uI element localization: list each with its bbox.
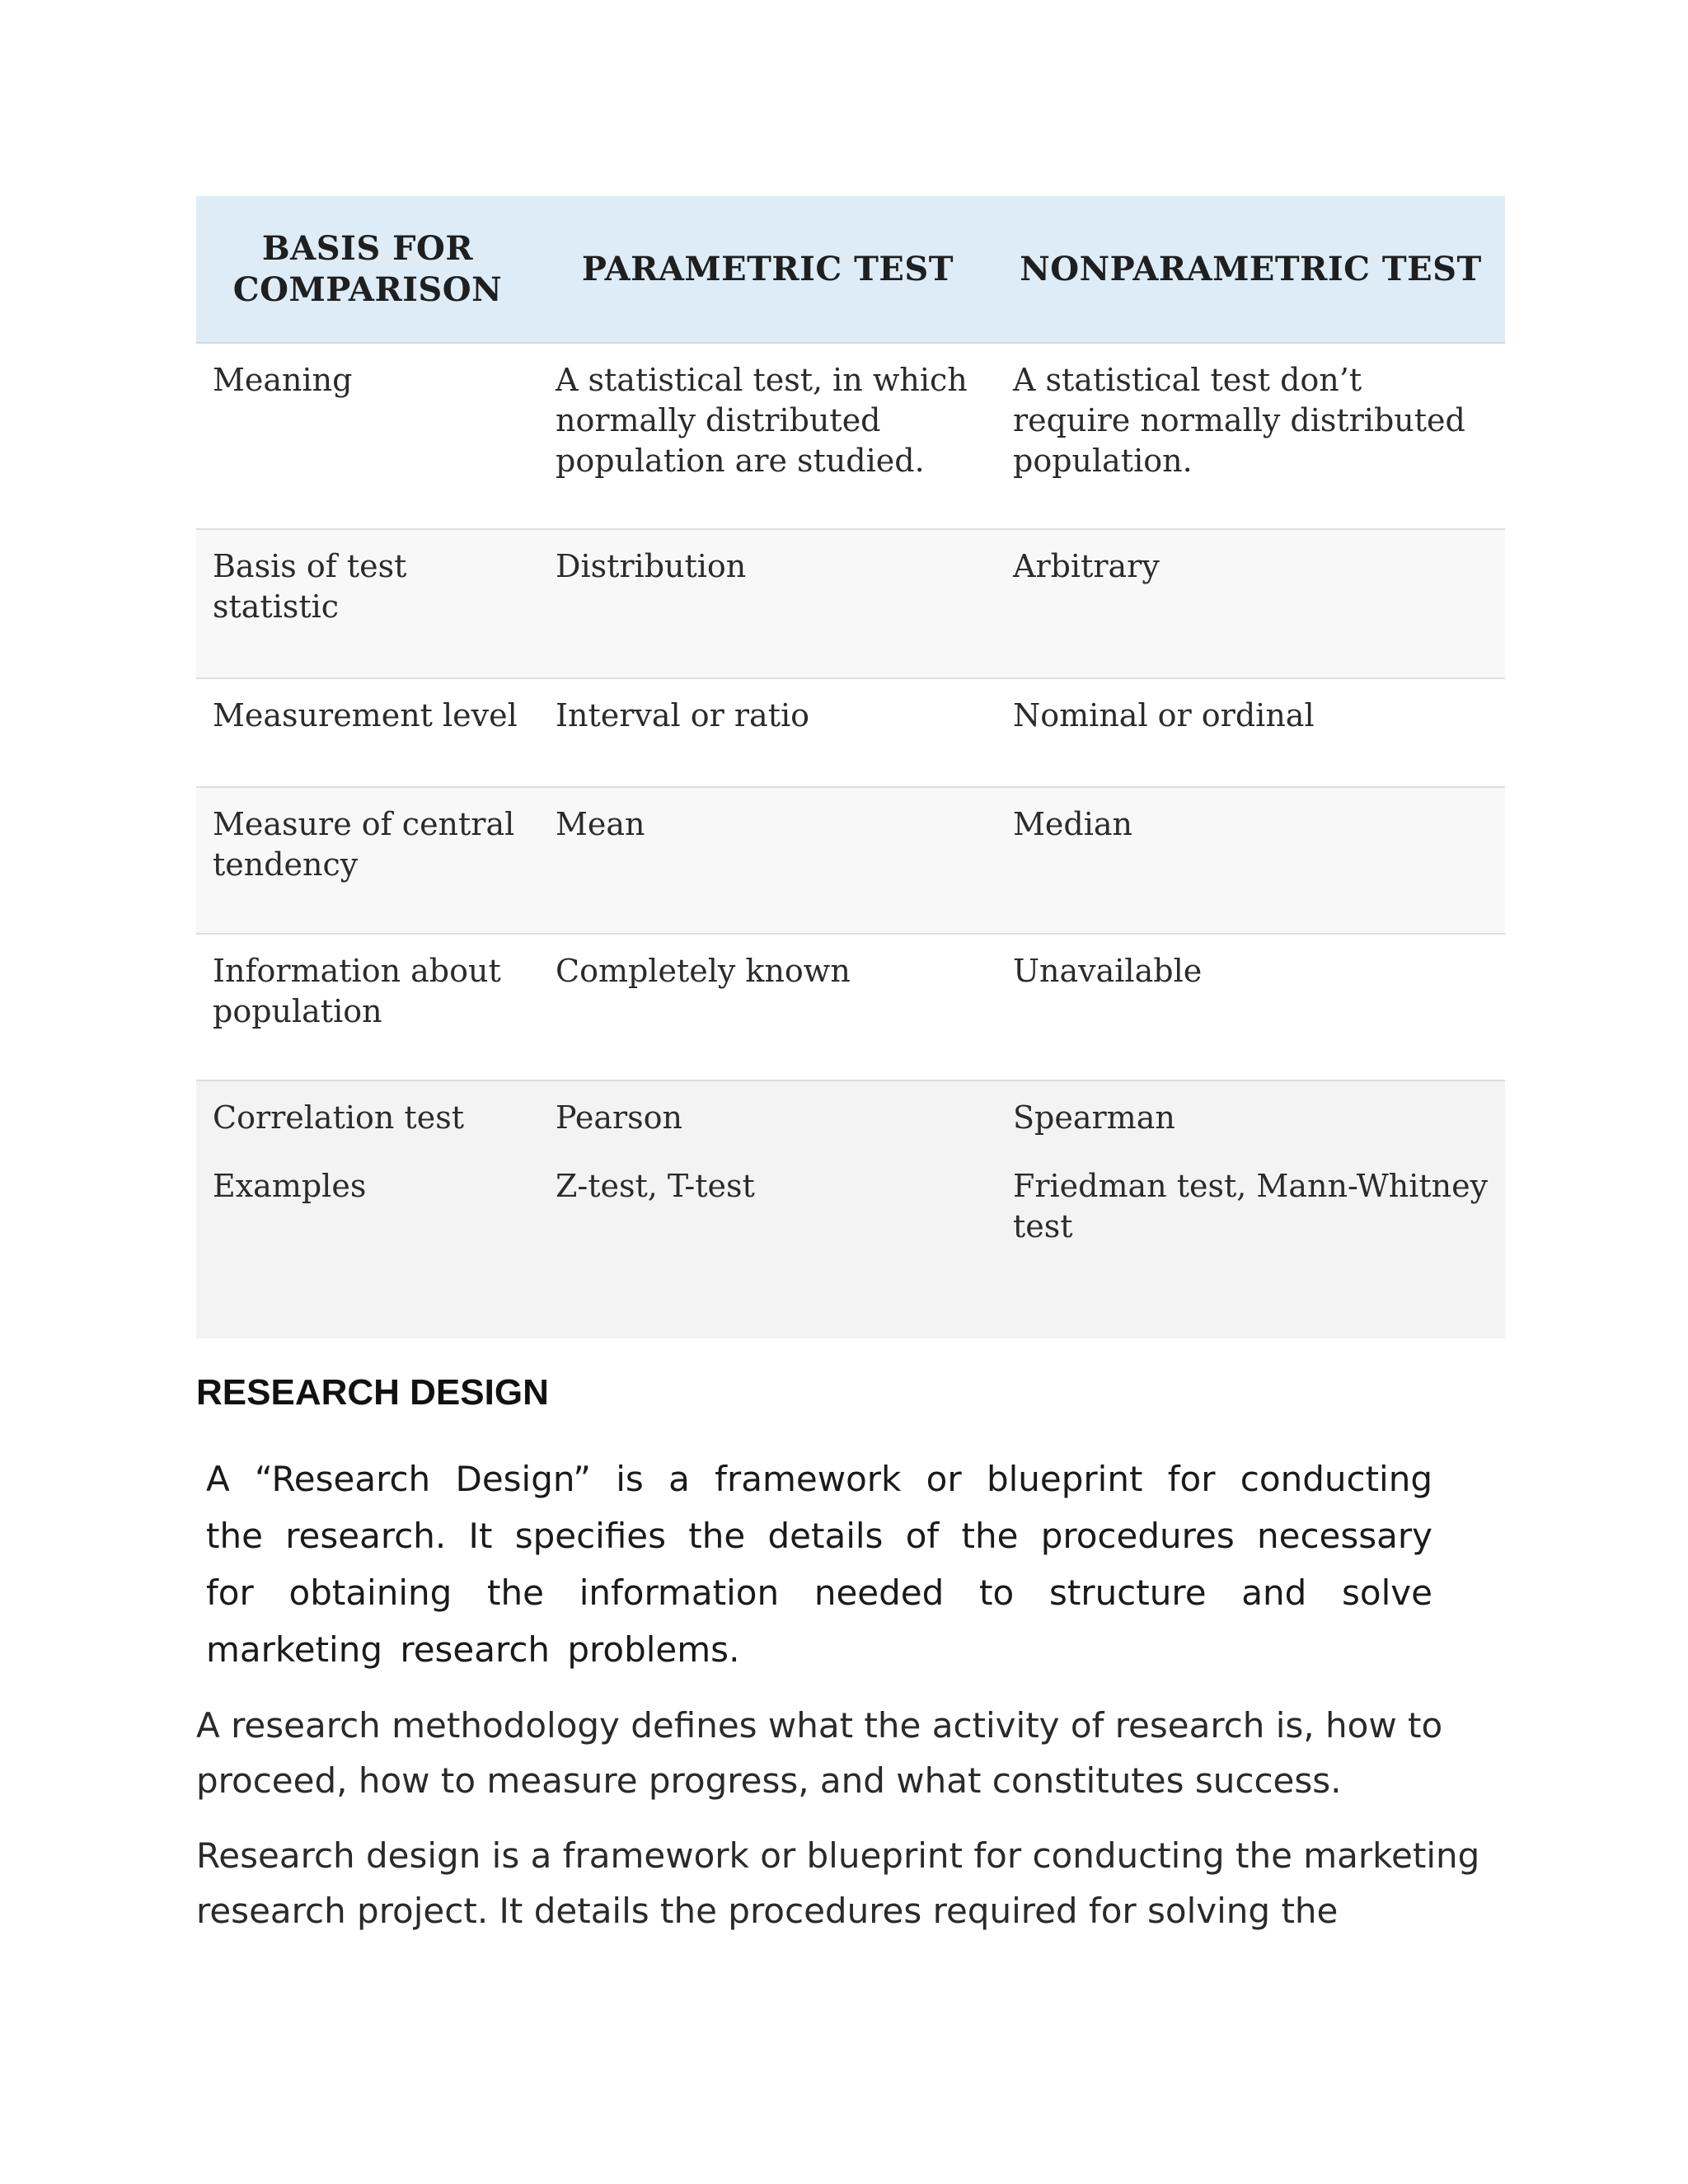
body-paragraph: A research methodology defines what the activity of research is, how to proceed, how to measure progress, and what constitutes success. (196, 1705, 1443, 1801)
nonparametric-cell: Arbitrary (996, 529, 1505, 678)
row-label: Correlation test (196, 1080, 539, 1155)
nonparametric-cell: Friedman test, Mann-Whitney test (996, 1155, 1505, 1338)
table-row (196, 529, 1505, 678)
parametric-cell: Interval or ratio (539, 678, 996, 787)
parametric-cell: Pearson (539, 1080, 996, 1155)
nonparametric-cell: Median (996, 787, 1505, 934)
nonparametric-cell: A statistical test don’t require normally distributed population. (996, 343, 1505, 529)
parametric-cell: Distribution (539, 529, 996, 678)
table-row (196, 1155, 1505, 1338)
row-label: Measure of central tendency (196, 787, 539, 934)
parametric-cell: A statistical test, in which normally distributed population are studied. (539, 343, 996, 529)
parametric-cell: Mean (539, 787, 996, 934)
body-paragraph: A “Research Design” is a framework or blueprint for conducting the research. It specifies the details of the procedures necessary for obtaining the information needed to structure and solve marketing research problems. (206, 1459, 1432, 1670)
parametric-cell: Z-test, T-test (539, 1155, 996, 1338)
header-nonparametric-test: NONPARAMETRIC TEST (996, 196, 1505, 343)
section-heading: RESEARCH DESIGN (196, 1372, 549, 1413)
comparison-table (196, 196, 1505, 1338)
body-paragraph: Research design is a framework or blueprint for conducting the marketing research project. It details the procedures required for solving the (196, 1835, 1480, 1931)
row-label: Measurement level (196, 678, 539, 787)
table-row (196, 678, 1505, 787)
table-header-row (196, 196, 1505, 343)
header-basis-for-comparison: BASIS FOR COMPARISON (196, 196, 539, 343)
row-label: Meaning (196, 343, 539, 529)
parametric-cell: Completely known (539, 934, 996, 1080)
header-parametric-test: PARAMETRIC TEST (539, 196, 996, 343)
table-row (196, 1080, 1505, 1155)
nonparametric-cell: Unavailable (996, 934, 1505, 1080)
nonparametric-cell: Nominal or ordinal (996, 678, 1505, 787)
table-row (196, 787, 1505, 934)
table-row (196, 343, 1505, 529)
row-label: Examples (196, 1155, 539, 1338)
nonparametric-cell: Spearman (996, 1080, 1505, 1155)
table-row (196, 934, 1505, 1080)
row-label: Basis of test statistic (196, 529, 539, 678)
row-label: Information about population (196, 934, 539, 1080)
